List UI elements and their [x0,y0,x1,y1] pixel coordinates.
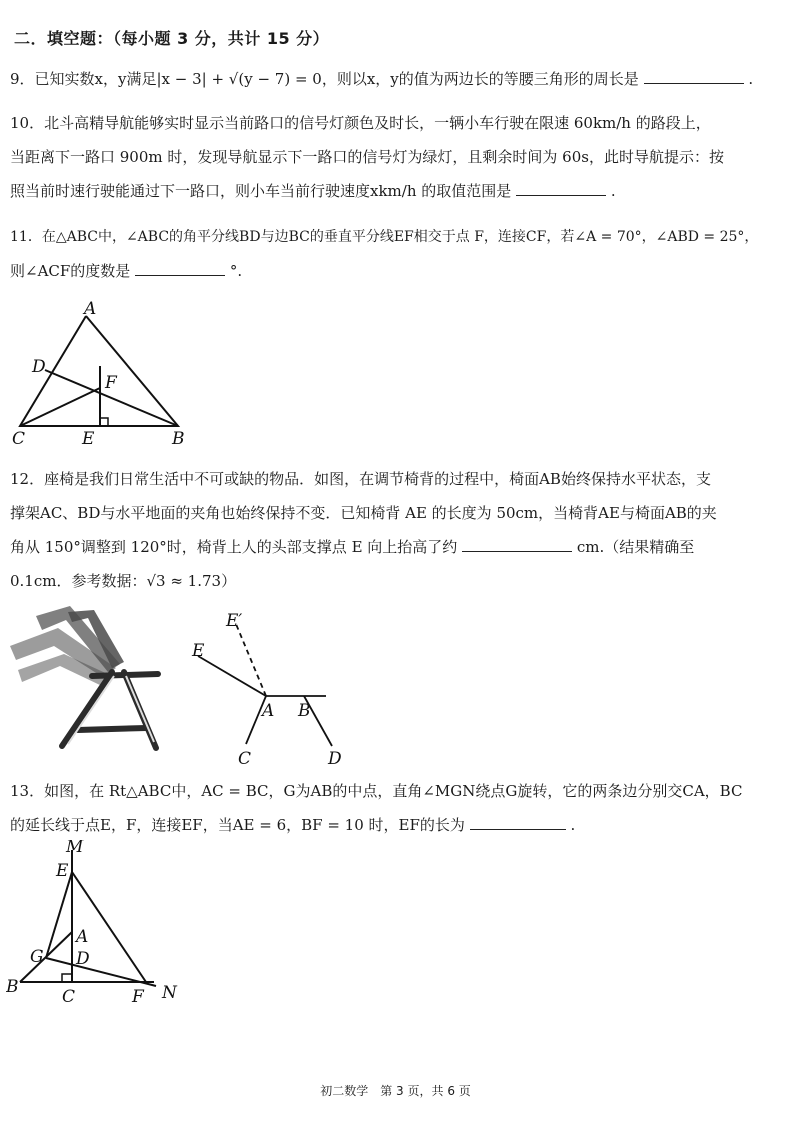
label-e: E [192,641,205,661]
chair-illustration [8,606,178,756]
label-d: D [32,357,46,377]
answer-blank-12[interactable] [462,537,572,552]
right-angle-mark [62,974,72,982]
question-9-end: . [748,70,754,88]
answer-blank-10[interactable] [516,181,606,196]
question-12-line-1: 12．座椅是我们日常生活中不可或缺的物品．如图，在调节椅背的过程中，椅面AB始终保持水平状态，支 [10,470,711,488]
question-11-line-2-wrap [10,254,780,288]
answer-blank-13[interactable] [470,815,566,830]
label-n: N [162,983,177,1003]
backrest-ae-prime [236,624,266,696]
section-title: 二．填空题：（每小题 3 分，共计 15 分） [14,29,330,48]
label-a: A [262,701,275,721]
question-13 [10,774,780,842]
label-a: A [76,927,89,947]
question-10-line-2: 当距离下一路口 900m 时，发现导航显示下一路口的信号灯为绿灯，且剩余时间为 60s，此时导航提示：按 [10,148,724,166]
label-e: E [82,429,95,449]
label-e-prime: E′ [226,612,243,631]
question-12-line-2: 撑架AC、BD与水平地面的夹角也始终保持不变．已知椅背 AE 的长度为 50cm，当椅背AE与椅面AB的夹 [10,504,717,522]
label-g: G [30,947,44,967]
right-angle-mark [100,418,108,426]
label-c: C [12,429,26,449]
page-footer: 初二数学 第 3 页，共 6 页 [320,1084,471,1098]
label-b: B [172,429,185,449]
label-a: A [84,299,97,319]
question-13-line-2-wrap [10,808,780,842]
figure-q13 [6,840,196,1010]
question-12-line-3b: cm.（结果精确至 [576,538,695,556]
question-9-text: 9．已知实数x，y满足|x − 3| + √(y − 7) = 0，则以x，y的值为两边长的等腰三角形的周长是 [10,70,639,88]
label-b: B [6,977,19,997]
label-b: B [298,701,311,721]
question-11-end: °. [229,262,243,280]
label-f: F [132,987,144,1007]
question-10-end: . [610,182,616,200]
label-m: M [66,840,84,857]
question-12-line-4: 0.1cm．参考数据：√3 ≈ 1.73） [10,572,237,590]
backrest-ae [198,656,266,696]
figure-q12 [186,612,356,772]
label-e: E [56,861,69,881]
question-11 [10,220,780,288]
answer-blank-11[interactable] [135,261,225,276]
question-11-line-2: 则∠ACF的度数是 [10,262,131,280]
label-d: D [76,949,90,969]
question-13-line-1: 13．如图，在 Rt△ABC中，AC = BC，G为AB的中点，直角∠MGN绕点G旋转，它的两条边分别交CA，BC [10,782,743,800]
question-10-line-1: 10．北斗高精导航能够实时显示当前路口的信号灯颜色及时长，一辆小车行驶在限速 60km/h 的路段上， [10,114,711,132]
question-9 [10,62,780,96]
question-13-end: . [570,816,576,834]
question-9-line [10,62,780,96]
question-12-line-3-wrap [10,530,780,564]
question-10-line-3-wrap [10,174,780,208]
question-12-line-3a: 角从 150°调整到 120°时，椅背上人的头部支撑点 E 向上抬高了约 [10,538,458,556]
question-10 [10,106,780,208]
label-f: F [105,373,117,393]
label-c: C [62,987,76,1007]
label-c: C [238,749,252,769]
question-11-line-1: 11．在△ABC中，∠ABC的角平分线BD与边BC的垂直平分线EF相交于点 F，连接CF，若∠A = 70°，∠ABD = 25°， [10,229,759,245]
figure-q11 [8,298,208,453]
question-10-line-3: 照当前时速行驶能通过下一路口，则小车当前行驶速度xkm/h 的取值范围是 [10,182,512,200]
answer-blank-9[interactable] [644,69,744,84]
question-13-line-2: 的延长线于点E，F，连接EF，当AE = 6，BF = 10 时，EF的长为 [10,816,465,834]
label-d: D [328,749,342,769]
question-12 [10,462,780,598]
